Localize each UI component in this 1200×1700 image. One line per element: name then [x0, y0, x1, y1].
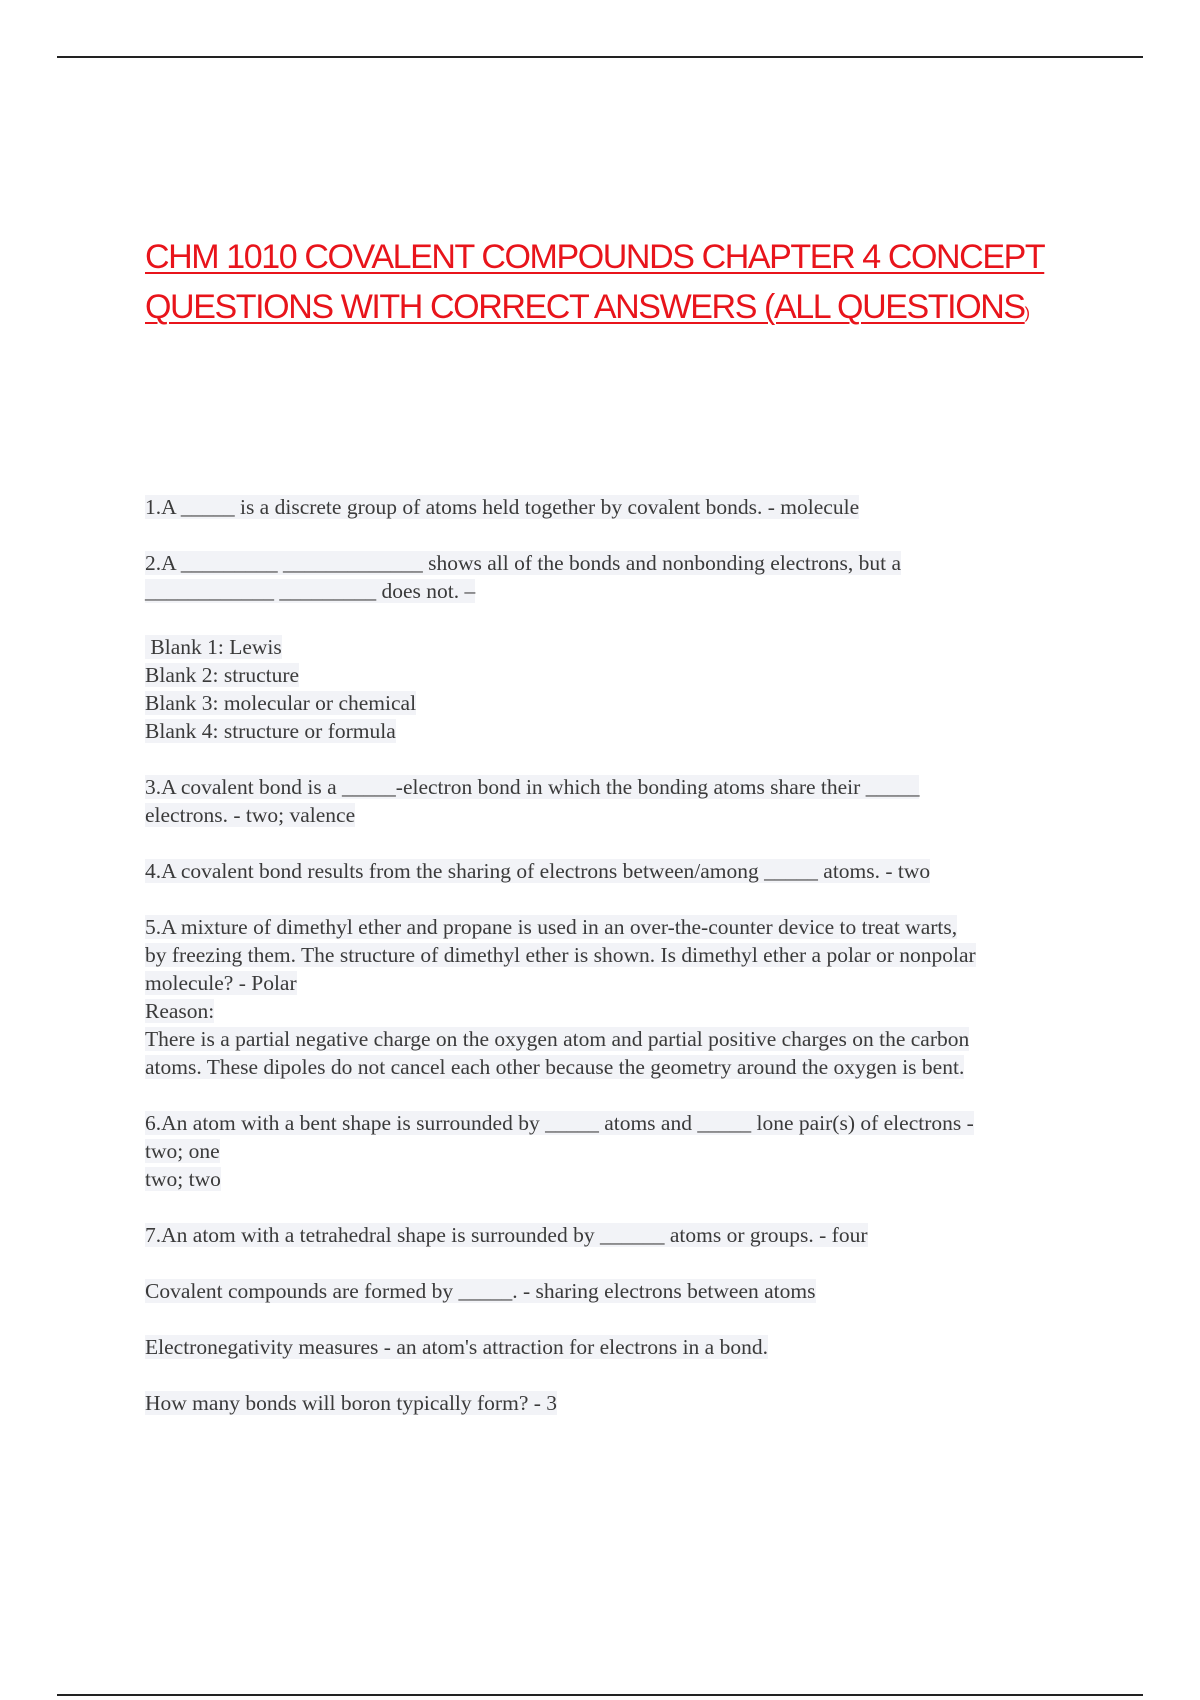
question-line [145, 1389, 1085, 1417]
question-item [145, 773, 1085, 829]
question-item [145, 1333, 1085, 1361]
question-line [145, 549, 1085, 577]
question-item [145, 1389, 1085, 1417]
question-line [145, 661, 1085, 689]
question-line [145, 857, 1085, 885]
question-line [145, 493, 1085, 521]
question-line-text: 2.A _________ _____________ shows all of the bonds and nonbonding electrons, but a [145, 551, 902, 575]
question-line-text: atoms. These dipoles do not cancel each other because the geometry around the oxygen is bent. [145, 1055, 965, 1079]
question-item [145, 493, 1085, 521]
question-line [145, 773, 1085, 801]
question-line-text: 5.A mixture of dimethyl ether and propane is used in an over-the-counter device to treat warts, [145, 915, 958, 939]
question-item [145, 633, 1085, 745]
question-line-text: 1.A _____ is a discrete group of atoms held together by covalent bonds. - molecule [145, 495, 860, 519]
title-line-1: CHM 1010 COVALENT COMPOUNDS CHAPTER 4 CONCEPT [145, 238, 1045, 276]
question-line [145, 1221, 1085, 1249]
question-line-text: two; one [145, 1139, 220, 1163]
question-line [145, 1053, 1085, 1081]
question-line-text: Electronegativity measures - an atom's attraction for electrons in a bond. [145, 1335, 768, 1359]
question-line [145, 941, 1085, 969]
question-line [145, 913, 1085, 941]
question-item [145, 913, 1085, 1081]
question-line [145, 1137, 1085, 1165]
question-line [145, 689, 1085, 717]
question-line-text: ____________ _________ does not. – [145, 579, 476, 603]
question-line-text: electrons. - two; valence [145, 803, 356, 827]
question-line [145, 1109, 1085, 1137]
question-line-text: two; two [145, 1167, 221, 1191]
document-title [145, 232, 1105, 339]
question-line [145, 1165, 1085, 1193]
top-rule [57, 56, 1143, 58]
question-line [145, 801, 1085, 829]
question-line-text: 3.A covalent bond is a _____-electron bond in which the bonding atoms share their _____ [145, 775, 920, 799]
question-line-text: Covalent compounds are formed by _____. - sharing electrons between atoms [145, 1279, 816, 1303]
question-line-text: molecule? - Polar [145, 971, 297, 995]
title-tail: ) [1024, 305, 1030, 322]
question-line-text: Blank 1: Lewis [145, 635, 282, 659]
question-item [145, 549, 1085, 605]
question-line-text: 7.An atom with a tetrahedral shape is surrounded by ______ atoms or groups. - four [145, 1223, 868, 1247]
question-line [145, 969, 1085, 997]
question-line-text: Blank 2: structure [145, 663, 300, 687]
question-line-text: How many bonds will boron typically form? - 3 [145, 1391, 558, 1415]
question-line [145, 577, 1085, 605]
question-line-text: by freezing them. The structure of dimethyl ether is shown. Is dimethyl ether a polar or nonpolar [145, 943, 976, 967]
question-line-text: Blank 4: structure or formula [145, 719, 396, 743]
question-line [145, 1333, 1085, 1361]
question-item [145, 1221, 1085, 1249]
question-line-text: Blank 3: molecular or chemical [145, 691, 417, 715]
bottom-rule [57, 1694, 1143, 1696]
question-line-text: Reason: [145, 999, 215, 1023]
question-line-text: 6.An atom with a bent shape is surrounded by _____ atoms and _____ lone pair(s) of electrons - [145, 1111, 974, 1135]
title-line-2 [145, 282, 1105, 339]
question-list [145, 493, 1085, 1445]
question-item [145, 1277, 1085, 1305]
question-line-text: There is a partial negative charge on the oxygen atom and partial positive charges on the carbon [145, 1027, 970, 1051]
question-line [145, 997, 1085, 1025]
question-item [145, 1109, 1085, 1193]
question-line [145, 1025, 1085, 1053]
question-line-text: 4.A covalent bond results from the sharing of electrons between/among _____ atoms. - two [145, 859, 931, 883]
question-line [145, 717, 1085, 745]
question-item [145, 857, 1085, 885]
title-line-2-text: QUESTIONS WITH CORRECT ANSWERS (ALL QUESTIONS [145, 288, 1025, 326]
question-line [145, 1277, 1085, 1305]
question-line [145, 633, 1085, 661]
